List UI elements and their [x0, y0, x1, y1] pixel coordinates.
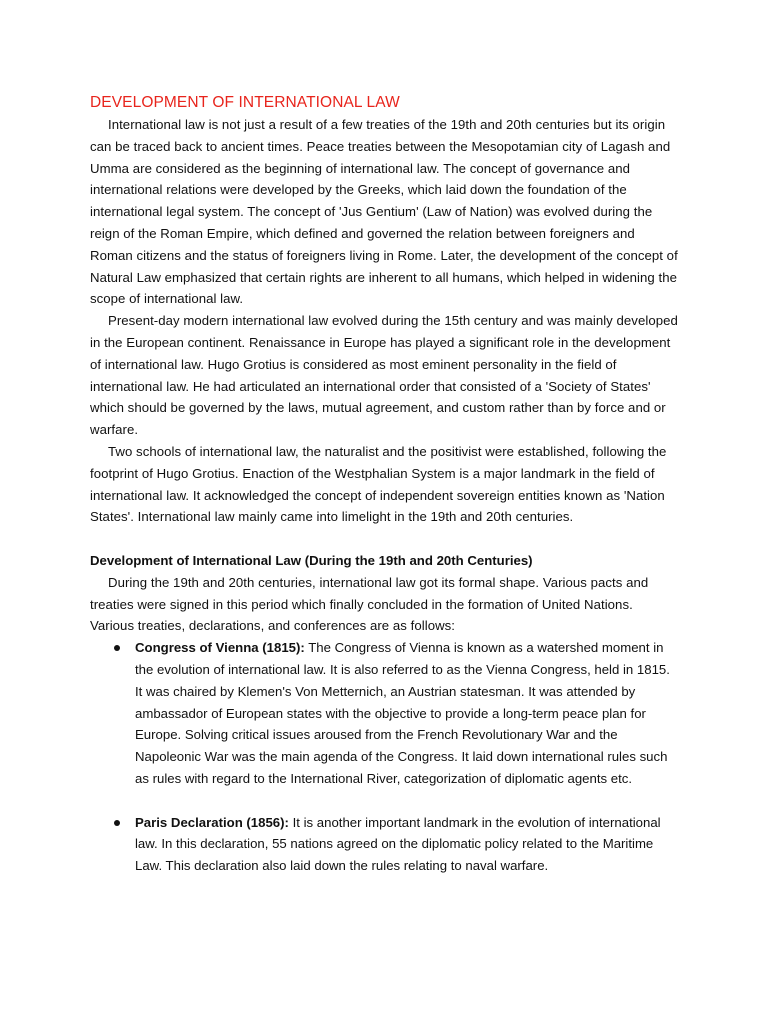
bullet-icon: [114, 820, 120, 826]
list-item-term: Congress of Vienna (1815):: [135, 640, 305, 656]
body-paragraph: Two schools of international law, the naturalist and the positivist were established, following the footprint of Hugo Grotius. Enaction of the Westphalian System is a major landmark in the field of international law. It acknowledged the concept of independent sovereign entities known as 'Nation States'. International law mainly came into limelight in the 19th and 20th centuries.: [90, 443, 667, 525]
list-item: [90, 812, 680, 877]
list-spacer: [90, 790, 680, 812]
list-item-text: It is another important landmark in the evolution of international law. In this declaration, 55 nations agreed on the diplomatic policy related to the Maritime Law. This declaration also laid down the rules relating to naval warfare.: [135, 814, 661, 874]
paragraph-spacer: [90, 528, 680, 550]
document-title: DEVELOPMENT OF INTERNATIONAL LAW: [90, 94, 400, 111]
section-heading: Development of International Law (During the 19th and 20th Centuries): [90, 552, 533, 568]
treaty-list: [90, 637, 680, 877]
bullet-icon: [114, 645, 120, 651]
document-page: [90, 92, 680, 877]
body-paragraph: Present-day modern international law evolved during the 15th century and was mainly developed in the European continent. Renaissance in Europe has played a significant role in the development of international law. Hugo Grotius is considered as most eminent personality in the field of international law. He had articulated an international order that consisted of a 'Society of States' which should be governed by the laws, mutual agreement, and custom rather than by force and or warfare.: [90, 313, 678, 438]
list-item-text: The Congress of Vienna is known as a watershed moment in the evolution of international law. It is also referred to as the Vienna Congress, held in 1815. It was chaired by Klemen's Von Metternich, an Austrian statesman. It was attended by ambassador of European states with the objective to provide a long-term peace plan for Europe. Solving critical issues aroused from the French Revolutionary War and the Napoleonic War was the main agenda of the Congress. It laid down international rules such as rules with regard to the International River, categorization of diplomatic agents etc.: [135, 640, 670, 786]
section-intro: During the 19th and 20th centuries, international law got its formal shape. Various pacts and treaties were signed in this period which finally concluded in the formation of United Nations. Various treaties, declarations, and conferences are as follows:: [90, 574, 649, 634]
list-item: [90, 637, 680, 790]
list-item-term: Paris Declaration (1856):: [135, 814, 289, 830]
body-paragraph: International law is not just a result of a few treaties of the 19th and 20th centuries but its origin can be traced back to ancient times. Peace treaties between the Mesopotamian city of Lagash and Umma are considered as the beginning of international law. The concept of governance and international relations were developed by the Greeks, which laid down the foundation of the international legal system. The concept of 'Jus Gentium' (Law of Nation) was evolved during the reign of the Roman Empire, which defined and governed the relation between foreigners and Roman citizens and the status of foreigners living in Rome. Later, the development of the concept of Natural Law emphasized that certain rights are inherent to all humans, which helped in widening the scope of international law.: [90, 117, 678, 307]
